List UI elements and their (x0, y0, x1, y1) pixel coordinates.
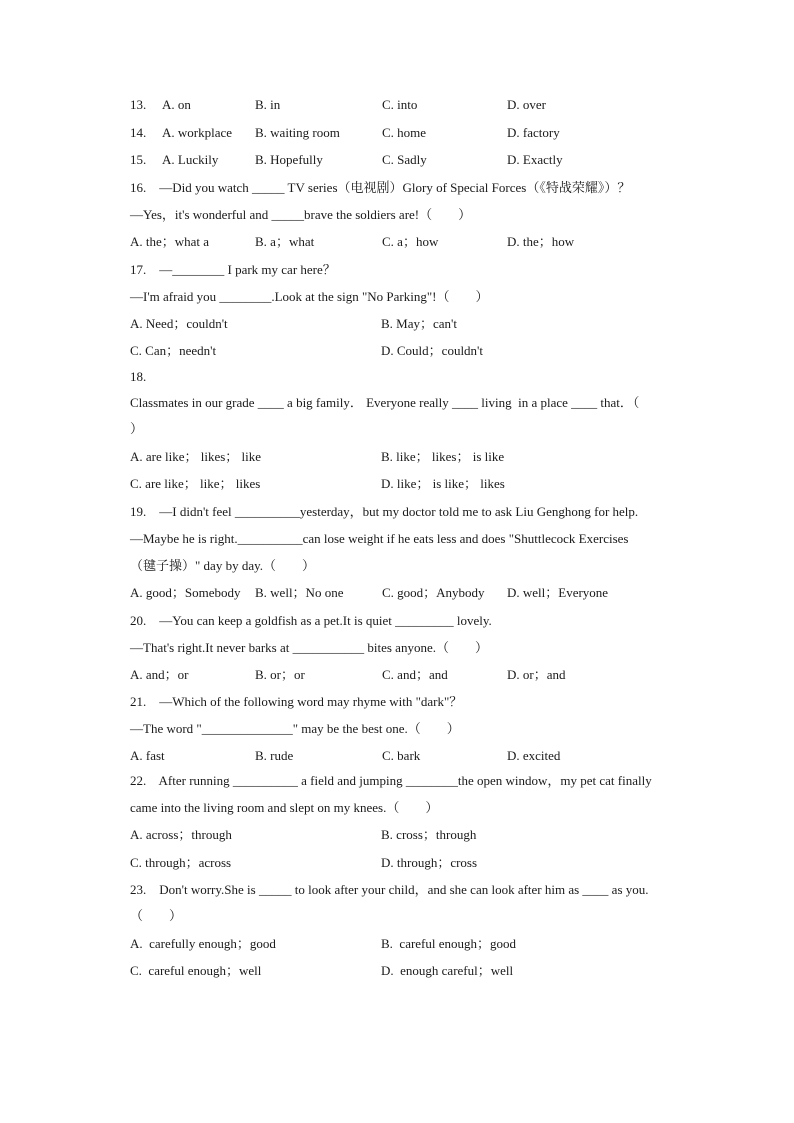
option-c: C. home (382, 125, 427, 140)
option-c: C. good；Anybody (382, 585, 485, 600)
question-22-stem-cont: came into the living room and slept on my knees.（ ） (130, 800, 439, 815)
question-20-reply: —That's right.It never barks at ___________ bites anyone.（ ） (130, 640, 488, 655)
option-a: A. good；Somebody (130, 585, 241, 600)
option-a: A. workplace (162, 125, 233, 140)
question-17-options-cd (130, 343, 484, 359)
option-b: B. like； likes； is like (381, 449, 505, 464)
option-a: A. across；through (130, 827, 232, 842)
question-17-stem: 17. —________ I park my car here？ (130, 262, 336, 277)
question-23-stem: 23. Don't worry.She is _____ to look after your child，and she can look after him as ____ as you. (130, 882, 649, 897)
option-c: C. Can；needn't (130, 343, 217, 358)
option-b: B. well；No one (255, 585, 344, 600)
question-22-stem: 22. After running __________ a field and jumping ________the open window，my pet cat finally (130, 773, 652, 788)
option-c: C. and；and (382, 667, 448, 682)
question-19-options (130, 585, 609, 601)
question-23-bracket: （ ） (130, 908, 183, 923)
option-b: B. careful enough；good (381, 936, 517, 951)
question-number: 13. (130, 97, 147, 112)
question-19-reply: —Maybe he is right.__________can lose weight if he eats less and does "Shuttlecock Exercises (130, 531, 629, 546)
option-a: A. carefully enough；good (130, 936, 276, 951)
question-18-options-cd (130, 476, 505, 492)
option-d: D. excited (507, 748, 561, 763)
question-22-options-cd (130, 855, 478, 871)
option-b: B. Hopefully (255, 152, 323, 167)
option-a: A. Need；couldn't (130, 316, 228, 331)
question-16-options (130, 234, 575, 250)
option-c: C. bark (382, 748, 421, 763)
question-18-options-ab (130, 449, 505, 465)
option-c: C. careful enough；well (130, 963, 262, 978)
question-19-stem: 19. —I didn't feel __________yesterday，but my doctor told me to ask Liu Genghong for help. (130, 504, 639, 519)
question-23-options-ab (130, 936, 517, 952)
question-21-reply: —The word "______________" may be the best one.（ ） (130, 721, 460, 736)
option-b: B. May；can't (381, 316, 457, 331)
question-16-reply: —Yes，it's wonderful and _____brave the soldiers are!（ ） (130, 207, 472, 222)
option-d: D. factory (507, 125, 560, 140)
option-d: D. Could；couldn't (381, 343, 484, 358)
option-d: D. well；Everyone (507, 585, 609, 600)
question-15-options (130, 152, 563, 168)
option-b: B. cross；through (381, 827, 477, 842)
option-a: A. fast (130, 748, 165, 763)
option-a: A. the；what a (130, 234, 210, 249)
option-a: A. Luckily (162, 152, 219, 167)
question-13-options (130, 97, 546, 113)
option-c: C. Sadly (382, 152, 427, 167)
question-18-number: 18. (130, 369, 147, 384)
option-a: A. are like； likes； like (130, 449, 262, 464)
option-a: A. on (162, 97, 191, 112)
question-17-options-ab (130, 316, 457, 332)
option-b: B. waiting room (255, 125, 340, 140)
option-c: C. are like； like； likes (130, 476, 261, 491)
option-c: C. a；how (382, 234, 439, 249)
question-18-bracket: ） (130, 421, 144, 436)
option-b: B. a；what (255, 234, 315, 249)
question-23-options-cd (130, 963, 514, 979)
question-number: 14. (130, 125, 147, 140)
option-d: D. through；cross (381, 855, 478, 870)
option-c: C. into (382, 97, 418, 112)
question-14-options (130, 125, 560, 141)
option-d: D. or；and (507, 667, 566, 682)
question-22-options-ab (130, 827, 477, 843)
option-d: D. over (507, 97, 546, 112)
question-21-options (130, 748, 561, 764)
question-18-stem: Classmates in our grade ____ a big family． Everyone really ____ living in a place ____ that．（ (130, 395, 640, 410)
question-16-stem: 16. —Did you watch _____ TV series（电视剧）Glory of Special Forces（《特战荣耀》）？ (130, 180, 631, 195)
question-20-options (130, 667, 566, 683)
option-b: B. or；or (255, 667, 305, 682)
question-20-stem: 20. —You can keep a goldfish as a pet.It is quiet _________ lovely. (130, 613, 492, 628)
option-d: D. Exactly (507, 152, 563, 167)
option-d: D. the；how (507, 234, 575, 249)
question-17-reply: —I'm afraid you ________.Look at the sign "No Parking"!（ ） (130, 289, 489, 304)
option-b: B. rude (255, 748, 294, 763)
question-19-reply-cont: （毽子操）" day by day.（ ） (130, 558, 316, 573)
option-b: B. in (255, 97, 281, 112)
option-d: D. enough careful；well (381, 963, 514, 978)
option-c: C. through；across (130, 855, 232, 870)
question-21-stem: 21. —Which of the following word may rhyme with "dark"？ (130, 694, 463, 709)
option-a: A. and；or (130, 667, 189, 682)
option-d: D. like； is like； likes (381, 476, 505, 491)
question-number: 15. (130, 152, 147, 167)
